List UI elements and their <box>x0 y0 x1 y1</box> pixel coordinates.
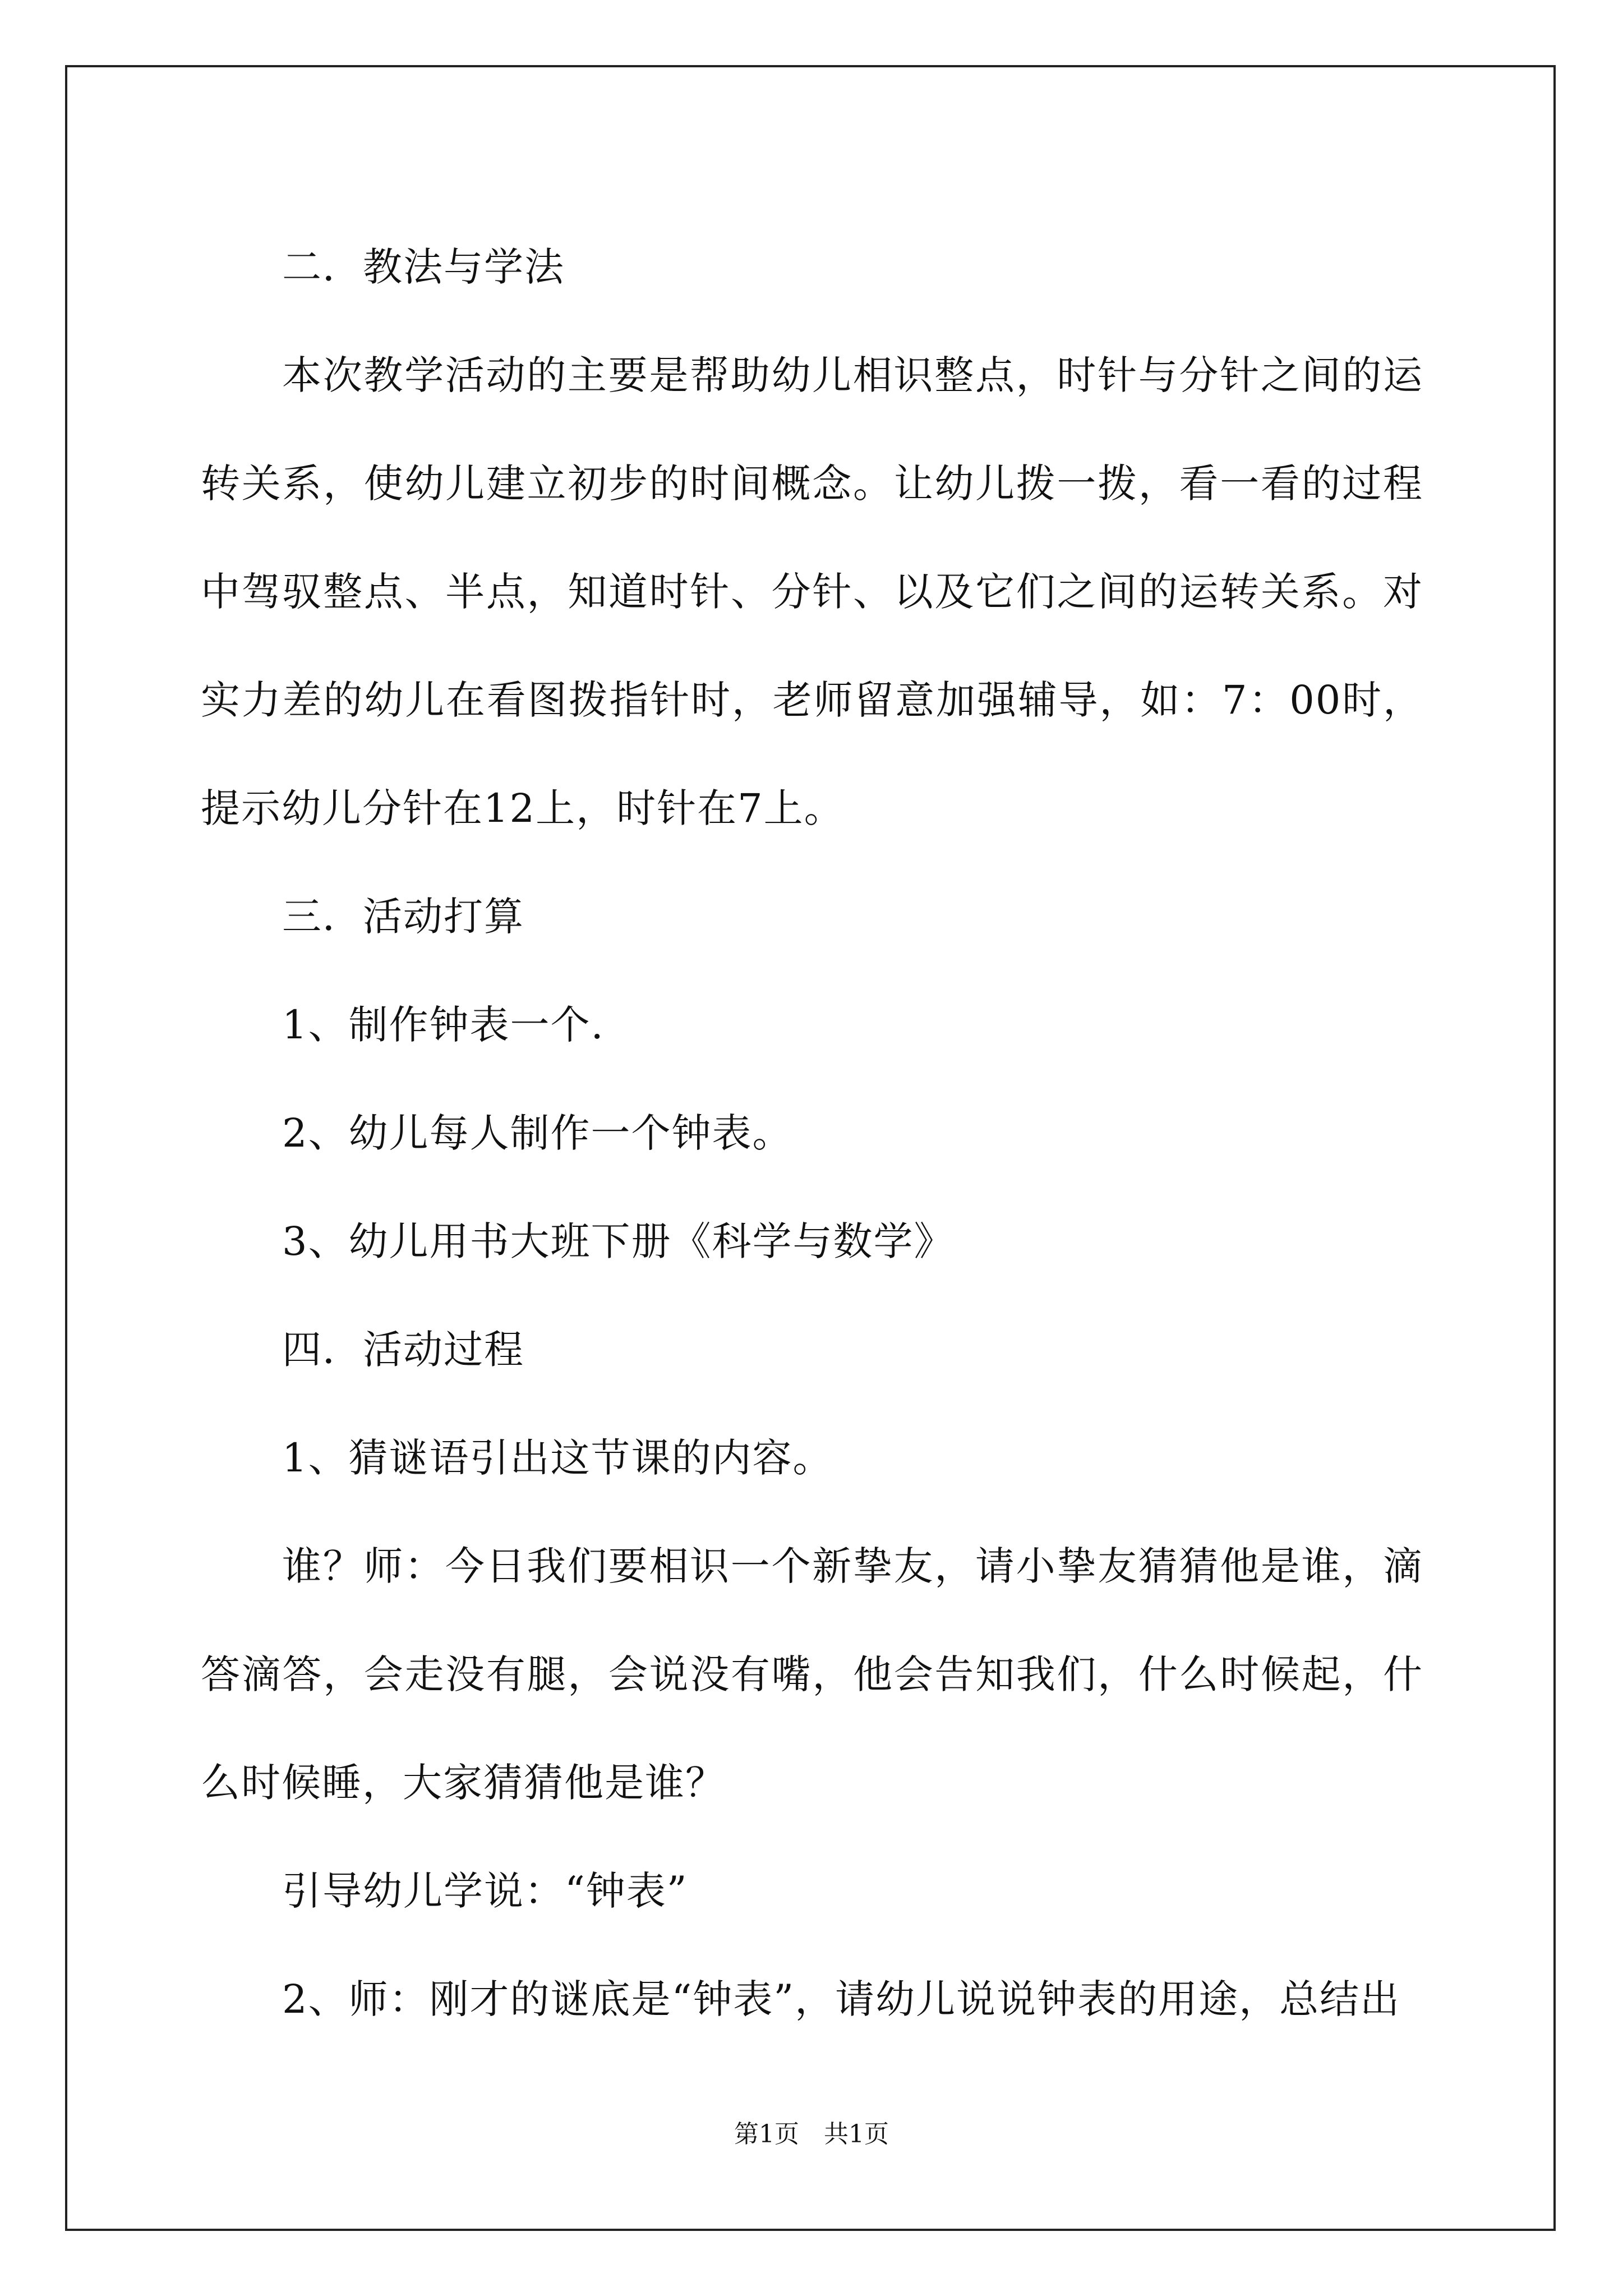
list-item-preparation-1: 1、制作钟表一个. <box>282 1002 605 1048</box>
document-body <box>201 213 1423 2054</box>
section-heading-process: 四．活动过程 <box>282 1327 524 1373</box>
list-item-process-2: 2、师：刚才的谜底是“钟表”，请幼儿说说钟表的用途，总结出 <box>282 1976 1401 2022</box>
section-heading-methods: 二．教法与学法 <box>282 244 565 290</box>
list-item-process-1: 1、猜谜语引出这节课的内容。 <box>282 1435 833 1481</box>
page-footer: 第1页 共1页 <box>734 2120 889 2148</box>
list-item-preparation-3: 3、幼儿用书大班下册《科学与数学》 <box>282 1218 955 1264</box>
paragraph-riddle: 谁？师：今日我们要相识一个新挚友，请小挚友猜猜他是谁，滴答滴答，会走没有腿，会说没有嘴，他会告知我们，什么时候起，什么时候睡，大家猜猜他是谁？ <box>201 1543 1423 1806</box>
paragraph-guide: 引导幼儿学说：“钟表” <box>282 1868 688 1914</box>
section-heading-preparation: 三．活动打算 <box>282 894 524 940</box>
paragraph-methods-body: 本次教学活动的主要是帮助幼儿相识整点，时针与分针之间的运转关系，使幼儿建立初步的时间概念。让幼儿拨一拨，看一看的过程中驾驭整点、半点，知道时针、分针、以及它们之间的运转关系。对实力差的幼儿在看图拨指针时，老师留意加强辅导，如：7：00时，提示幼儿分针在12上，时针在7上。 <box>201 352 1423 831</box>
list-item-preparation-2: 2、幼儿每人制作一个钟表。 <box>282 1110 793 1156</box>
